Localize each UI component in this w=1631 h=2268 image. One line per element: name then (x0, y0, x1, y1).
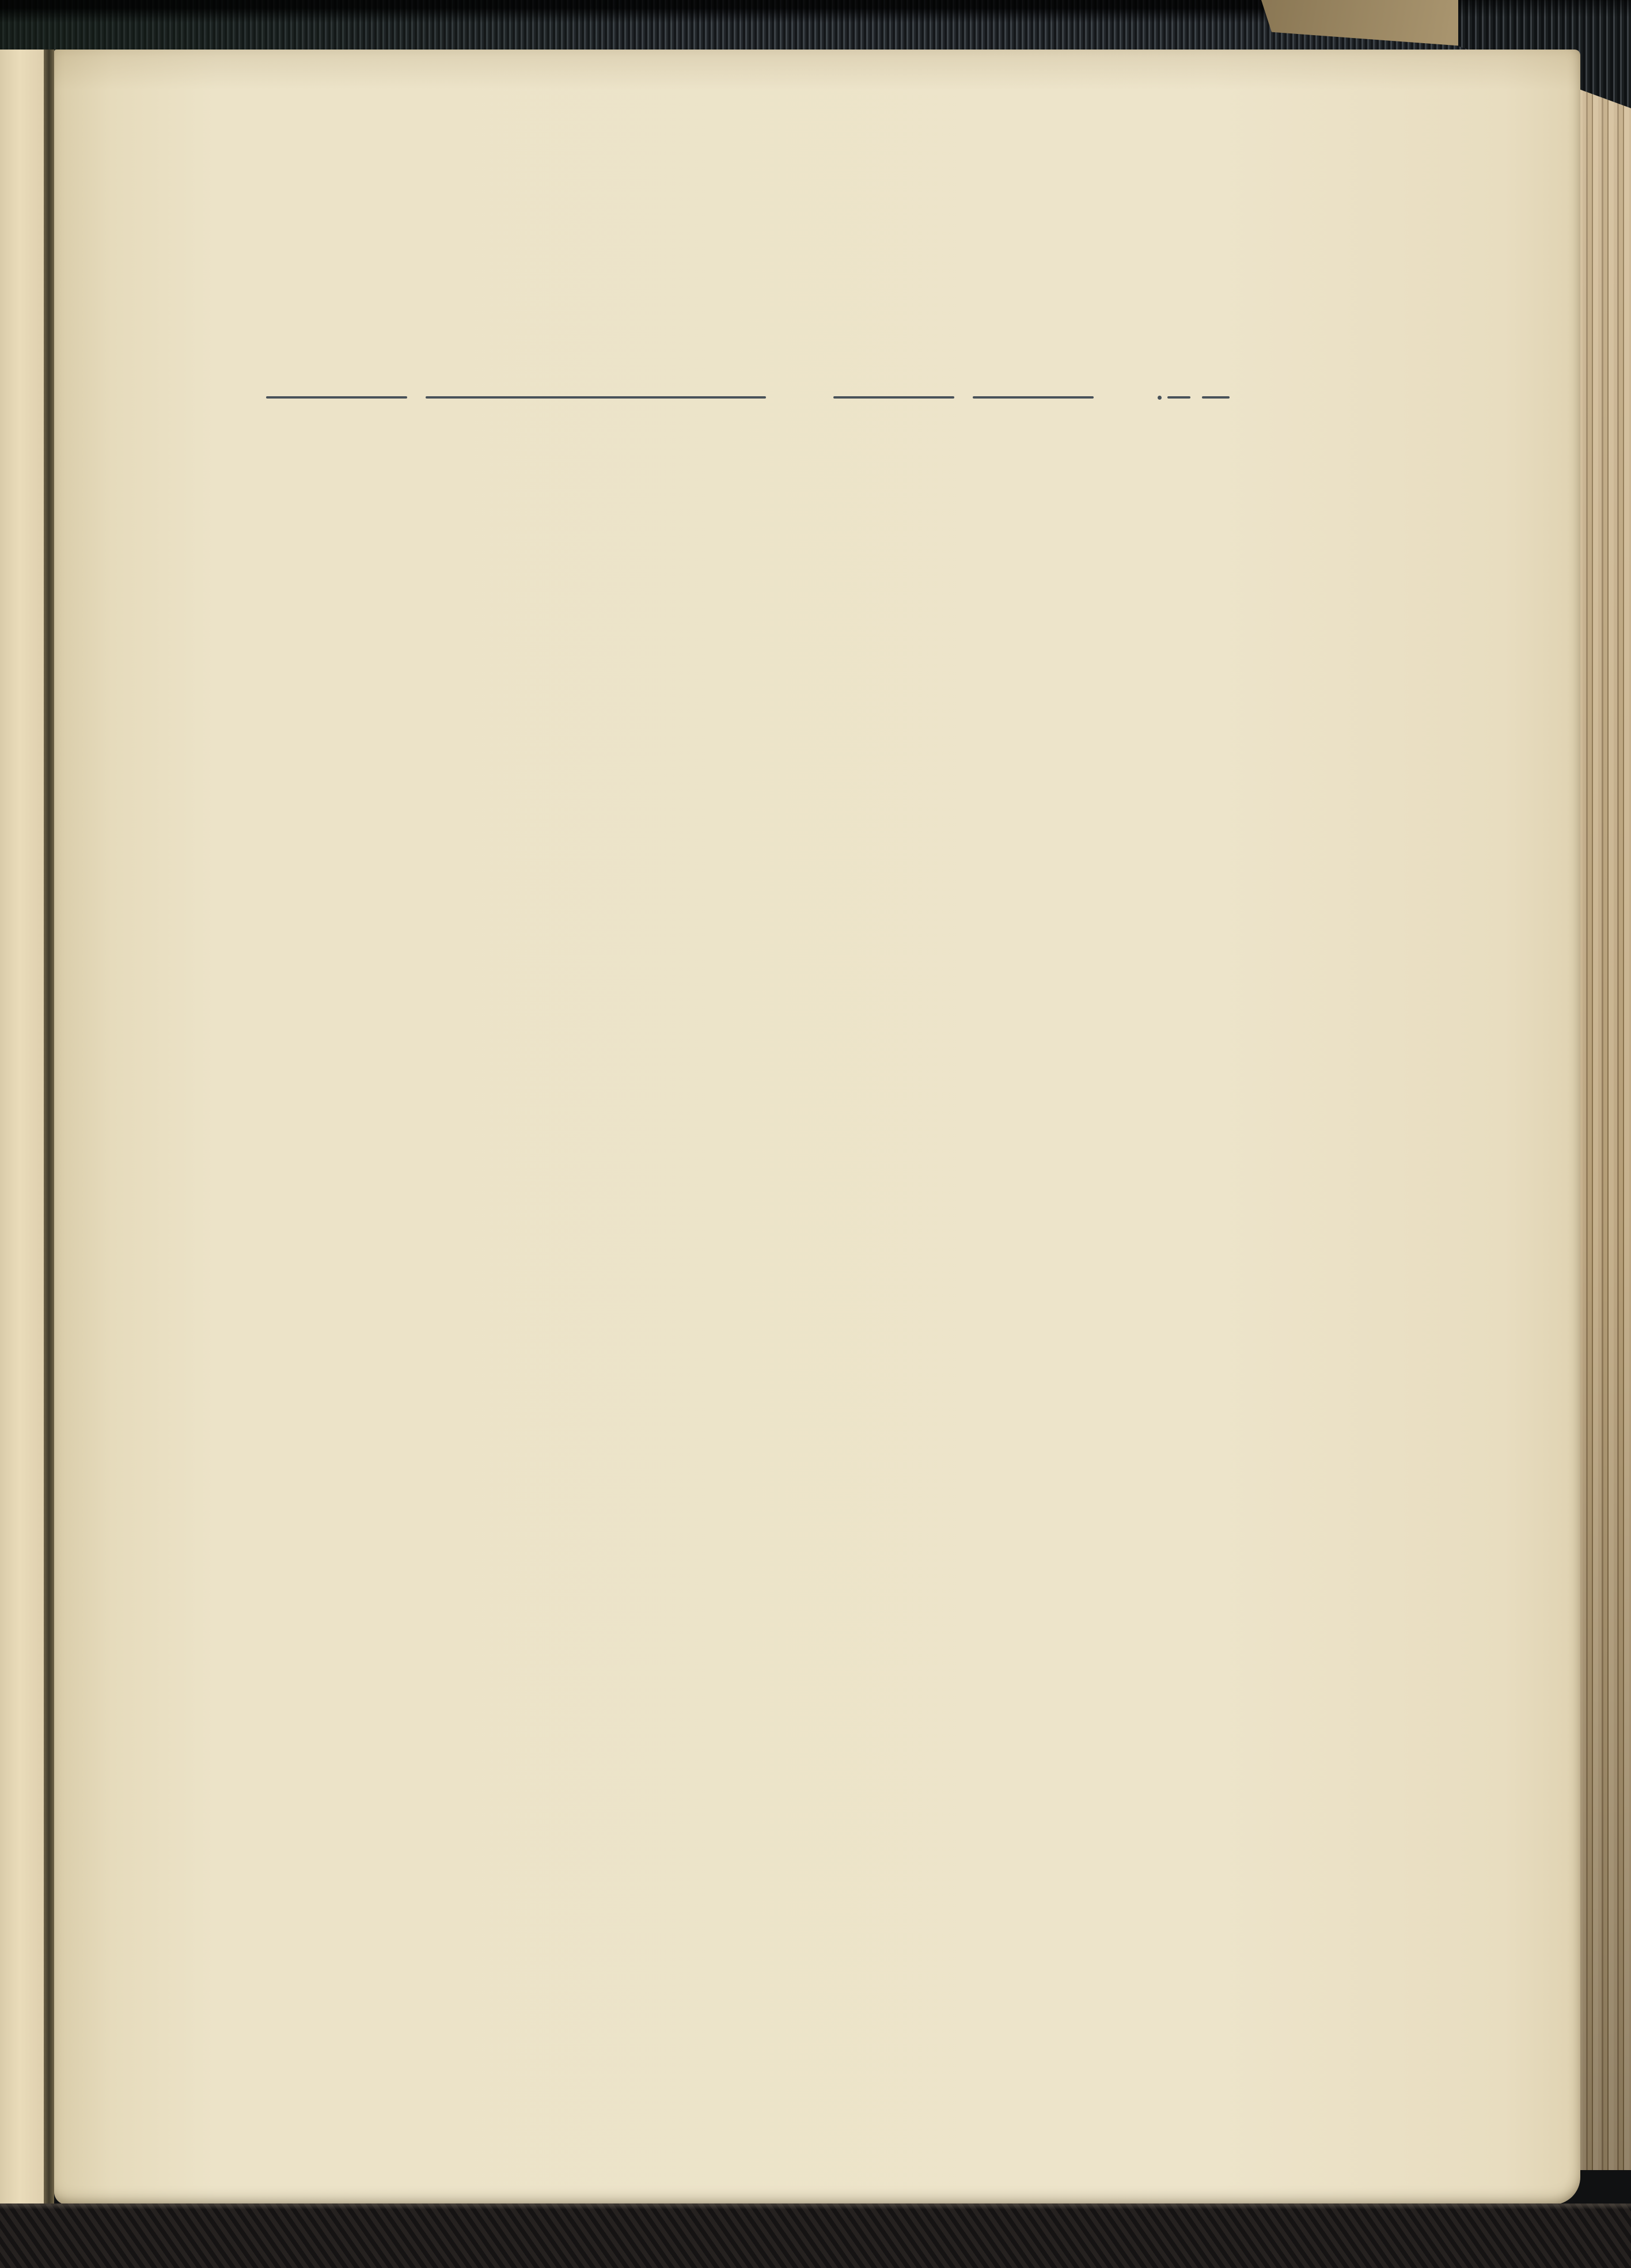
page-content (257, 317, 1300, 486)
rule-line (1202, 396, 1230, 399)
table-subhead (266, 414, 1310, 458)
rule-line (426, 396, 766, 399)
table-group-header (266, 381, 1310, 414)
group-water (266, 381, 766, 414)
rule-line (833, 396, 954, 399)
facing-page-edge (0, 50, 44, 2207)
gutter-shadow (44, 50, 54, 2207)
group-dough (1158, 381, 1310, 414)
rule-line (973, 396, 1094, 399)
rule-line (1167, 396, 1190, 399)
running-head (257, 244, 1300, 285)
group-flour (833, 381, 1094, 414)
doughs-table (266, 381, 1310, 458)
rule-line (266, 396, 407, 399)
dot-mark (1158, 396, 1162, 400)
book-page (54, 50, 1580, 2205)
book-cover-bottom (0, 2203, 1631, 2268)
